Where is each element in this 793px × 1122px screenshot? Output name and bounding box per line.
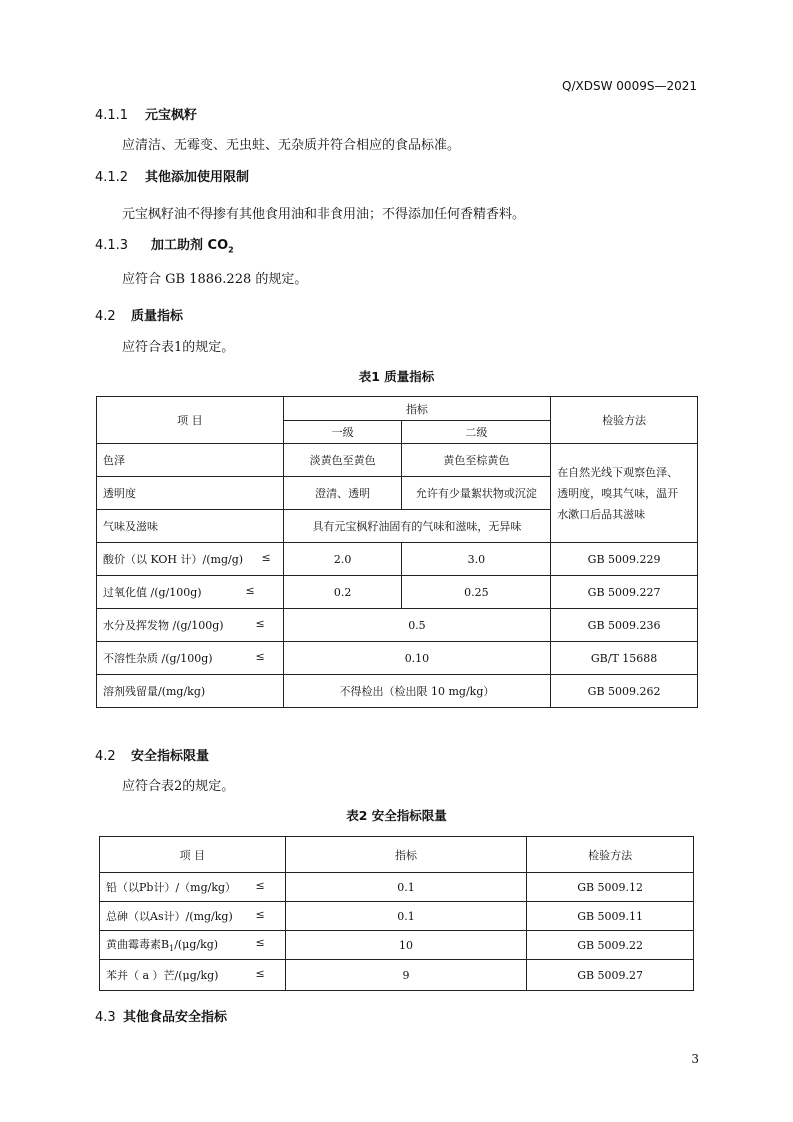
table-row — [97, 642, 698, 675]
section-number: 4.2 — [95, 309, 116, 324]
row-grade-1: 淡黄色至黄色 — [283, 444, 402, 477]
section-title: 加工助剂 CO — [151, 238, 229, 253]
paragraph: 元宝枫籽油不得掺有其他食用油和非食用油；不得添加任何香精香料。 — [122, 207, 526, 222]
row-item — [97, 642, 284, 675]
header-index: 指标 — [285, 837, 527, 873]
row-merged-value: 0.10 — [283, 642, 550, 675]
leq-symbol: ≤ — [255, 936, 265, 950]
table-header-row — [97, 397, 698, 421]
row-method: GB 5009.27 — [527, 960, 694, 991]
section-number: 4.3 — [95, 1010, 116, 1025]
row-method: GB 5009.262 — [551, 675, 698, 708]
row-method: GB 5009.12 — [527, 873, 694, 902]
row-grade-2: 黄色至棕黄色 — [402, 444, 551, 477]
table-row — [97, 675, 698, 708]
table-row — [97, 444, 698, 477]
section-heading-4-1-3 — [95, 234, 234, 255]
method-line: 水漱口后品其滋味 — [557, 507, 646, 521]
table-row — [100, 960, 694, 991]
row-merged-value: 具有元宝枫籽油固有的气味和滋味，无异味 — [283, 510, 550, 543]
section-title: 安全指标限量 — [131, 749, 210, 764]
row-grade-1: 0.2 — [283, 576, 402, 609]
row-item-label: 水分及挥发物 /(g/100g) — [103, 619, 224, 632]
row-method: GB/T 15688 — [551, 642, 698, 675]
row-value: 9 — [285, 960, 527, 991]
row-grade-1: 2.0 — [283, 543, 402, 576]
table-row — [97, 576, 698, 609]
method-line: 在自然光线下观察色泽、 — [557, 465, 679, 479]
page-number: 3 — [691, 1052, 699, 1066]
row-method: GB 5009.22 — [527, 931, 694, 960]
row-item — [100, 873, 286, 902]
section-number: 4.1.1 — [95, 108, 129, 123]
quality-table — [96, 396, 698, 708]
header-grade-2: 二级 — [402, 421, 551, 444]
row-item-label: 铅（以Pb计）/（mg/kg） — [106, 881, 237, 894]
row-merged-value: 不得检出（检出限 10 mg/kg） — [283, 675, 550, 708]
paragraph: 应符合 GB 1886.228 的规定。 — [122, 272, 308, 287]
item-text: 黄曲霉毒素B — [106, 938, 170, 952]
subscript: 1 — [169, 944, 175, 954]
row-grade-2: 3.0 — [402, 543, 551, 576]
row-item — [97, 609, 284, 642]
row-item — [100, 960, 286, 991]
paragraph: 应符合表2的规定。 — [122, 779, 235, 794]
row-item-label: 过氧化值 /(g/100g) — [103, 586, 202, 599]
row-value: 0.1 — [285, 873, 527, 902]
section-title: 其他食品安全指标 — [123, 1010, 228, 1025]
section-title: 元宝枫籽 — [145, 108, 198, 123]
leq-symbol: ≤ — [255, 908, 265, 921]
table-header-row — [100, 837, 694, 873]
section-number: 4.1.2 — [95, 170, 129, 185]
section-heading-4-2-quality — [95, 305, 183, 324]
row-item — [100, 931, 286, 960]
paragraph: 应清洁、无霉变、无虫蛀、无杂质并符合相应的食品标准。 — [122, 138, 461, 153]
header-item: 项 目 — [100, 837, 286, 873]
row-method: GB 5009.236 — [551, 609, 698, 642]
header-method: 检验方法 — [551, 397, 698, 444]
row-grade-1: 澄清、透明 — [283, 477, 402, 510]
section-heading-4-1-1 — [95, 104, 197, 123]
leq-symbol: ≤ — [245, 584, 255, 597]
subscript: 2 — [228, 245, 234, 255]
row-item: 色泽 — [97, 444, 284, 477]
row-grade-2: 允许有少量絮状物或沉淀 — [402, 477, 551, 510]
item-unit: /(μg/kg) — [174, 938, 219, 952]
table-row — [100, 902, 694, 931]
section-number: 4.1.3 — [95, 238, 129, 253]
row-value: 0.1 — [285, 902, 527, 931]
paragraph: 应符合表1的规定。 — [122, 340, 235, 355]
row-merged-value: 0.5 — [283, 609, 550, 642]
method-line: 透明度，嗅其气味，温开 — [557, 486, 679, 500]
row-grade-2: 0.25 — [402, 576, 551, 609]
header-grade-1: 一级 — [283, 421, 402, 444]
table-row — [97, 543, 698, 576]
row-item-label: 苯并（ a ）芒/(μg/kg) — [106, 969, 219, 982]
table-row — [97, 609, 698, 642]
section-title: 其他添加使用限制 — [145, 170, 250, 185]
leq-symbol: ≤ — [261, 551, 271, 564]
section-number: 4.2 — [95, 749, 116, 764]
leq-symbol: ≤ — [255, 650, 265, 663]
row-item — [97, 576, 284, 609]
row-item: 溶剂残留量/(mg/kg) — [97, 675, 284, 708]
table1-caption: 表1 质量指标 — [358, 369, 435, 384]
row-item — [97, 543, 284, 576]
section-heading-4-1-2 — [95, 166, 249, 185]
row-value: 10 — [285, 931, 527, 960]
header-item: 项 目 — [97, 397, 284, 444]
row-item-label: 不溶性杂质 /(g/100g) — [103, 652, 213, 665]
row-item-label — [106, 936, 218, 953]
leq-symbol: ≤ — [255, 967, 265, 980]
sensory-method — [551, 444, 698, 543]
section-heading-4-2-safety — [95, 745, 209, 764]
row-method: GB 5009.11 — [527, 902, 694, 931]
safety-table — [99, 836, 694, 991]
row-item-label: 酸价（以 KOH 计）/(mg/g) — [103, 553, 244, 566]
table2-caption: 表2 安全指标限量 — [346, 808, 447, 823]
row-method: GB 5009.227 — [551, 576, 698, 609]
table-row — [100, 873, 694, 902]
row-item: 透明度 — [97, 477, 284, 510]
row-item — [100, 902, 286, 931]
section-heading-4-3 — [95, 1006, 227, 1025]
row-item: 气味及滋味 — [97, 510, 284, 543]
row-method: GB 5009.229 — [551, 543, 698, 576]
section-title: 质量指标 — [131, 309, 184, 324]
leq-symbol: ≤ — [255, 879, 265, 892]
header-method: 检验方法 — [527, 837, 694, 873]
document-code: Q/XDSW 0009S—2021 — [562, 79, 697, 93]
table-row — [100, 931, 694, 960]
leq-symbol: ≤ — [255, 617, 265, 630]
header-index: 指标 — [283, 397, 550, 421]
row-item-label: 总砷（以As计）/(mg/kg) — [106, 910, 233, 923]
